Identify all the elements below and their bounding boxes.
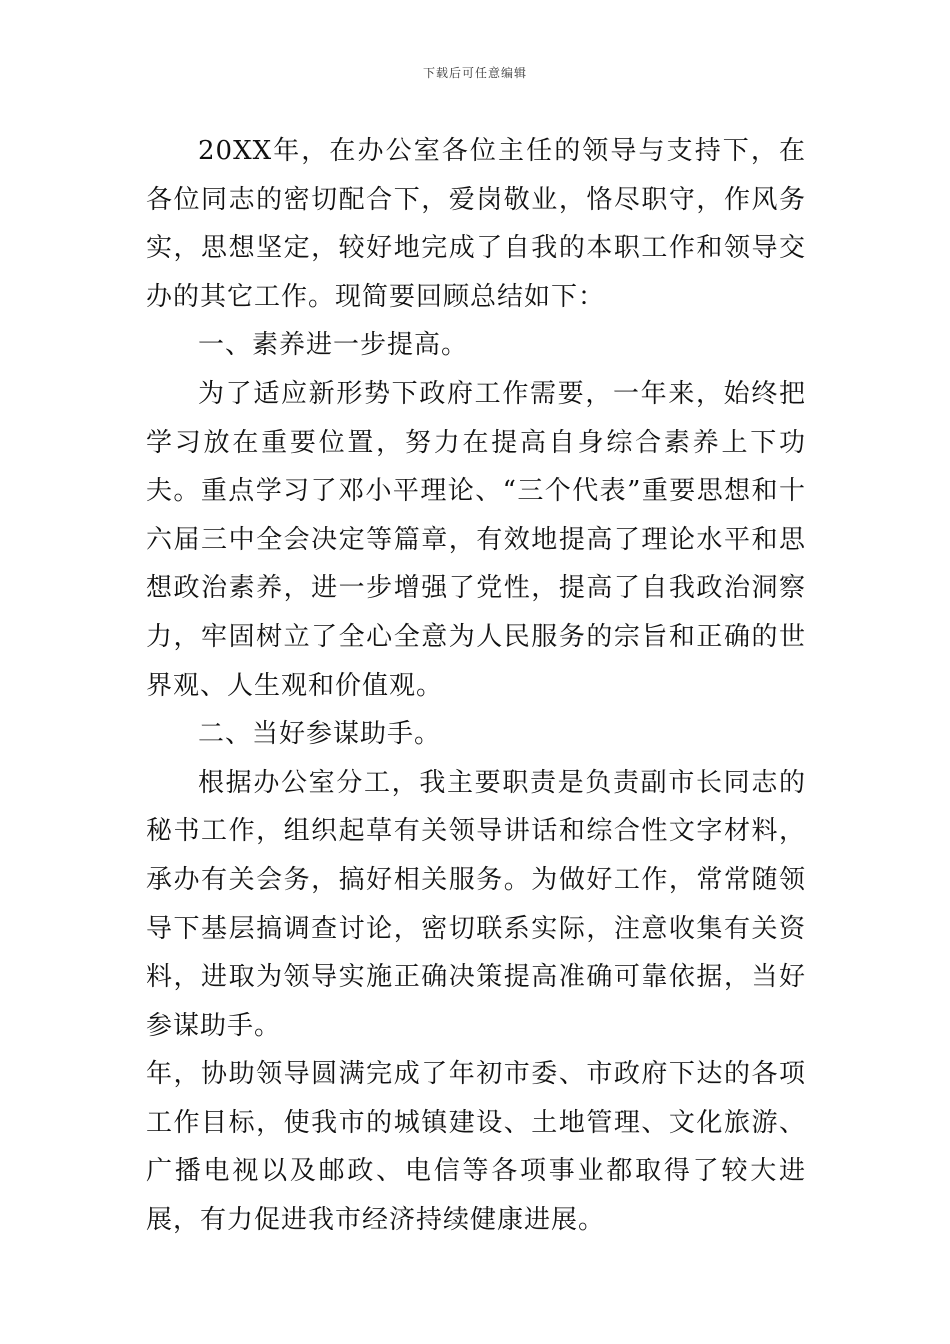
paragraph-section-2: 根据办公室分工，我主要职责是负责副市长同志的秘书工作，组织起草有关领导讲话和综合性文字材料，承办有关会务，搞好相关服务。为做好工作，常常随领导下基层搞调查讨论，密切联系实际，注意收集有关资料，进取为领导实施正确决策提高准确可靠依据，当好参谋助手。 [146, 767, 806, 1041]
document-body [146, 127, 806, 1245]
paragraph-continuation: 年，协助领导圆满完成了年初市委、市政府下达的各项工作目标，使我市的城镇建设、土地管理、文化旅游、广播电视以及邮政、电信等各项事业都取得了较大进展，有力促进我市经济持续健康进展。 [146, 1059, 806, 1236]
paragraph-section-1: 为了适应新形势下政府工作需要，一年来，始终把学习放在重要位置，努力在提高自身综合素养上下功夫。重点学习了邓小平理论、“三个代表”重要思想和十六届三中全会决定等篇章，有效地提高了理论水平和思想政治素养，进一步增强了党性，提高了自我政治洞察力，牢固树立了全心全意为人民服务的宗旨和正确的世界观、人生观和价值观。 [146, 378, 806, 701]
section-heading-2: 二、当好参谋助手。 [198, 719, 442, 750]
header-note: 下载后可任意编辑 [422, 66, 527, 80]
paragraph-intro: 20XX年，在办公室各位主任的领导与支持下，在各位同志的密切配合下，爱岗敬业，恪尽职守，作风务实，思想坚定，较好地完成了自我的本职工作和领导交办的其它工作。现简要回顾总结如下： [146, 136, 806, 312]
section-heading-1: 一、素养进一步提高。 [198, 330, 469, 361]
